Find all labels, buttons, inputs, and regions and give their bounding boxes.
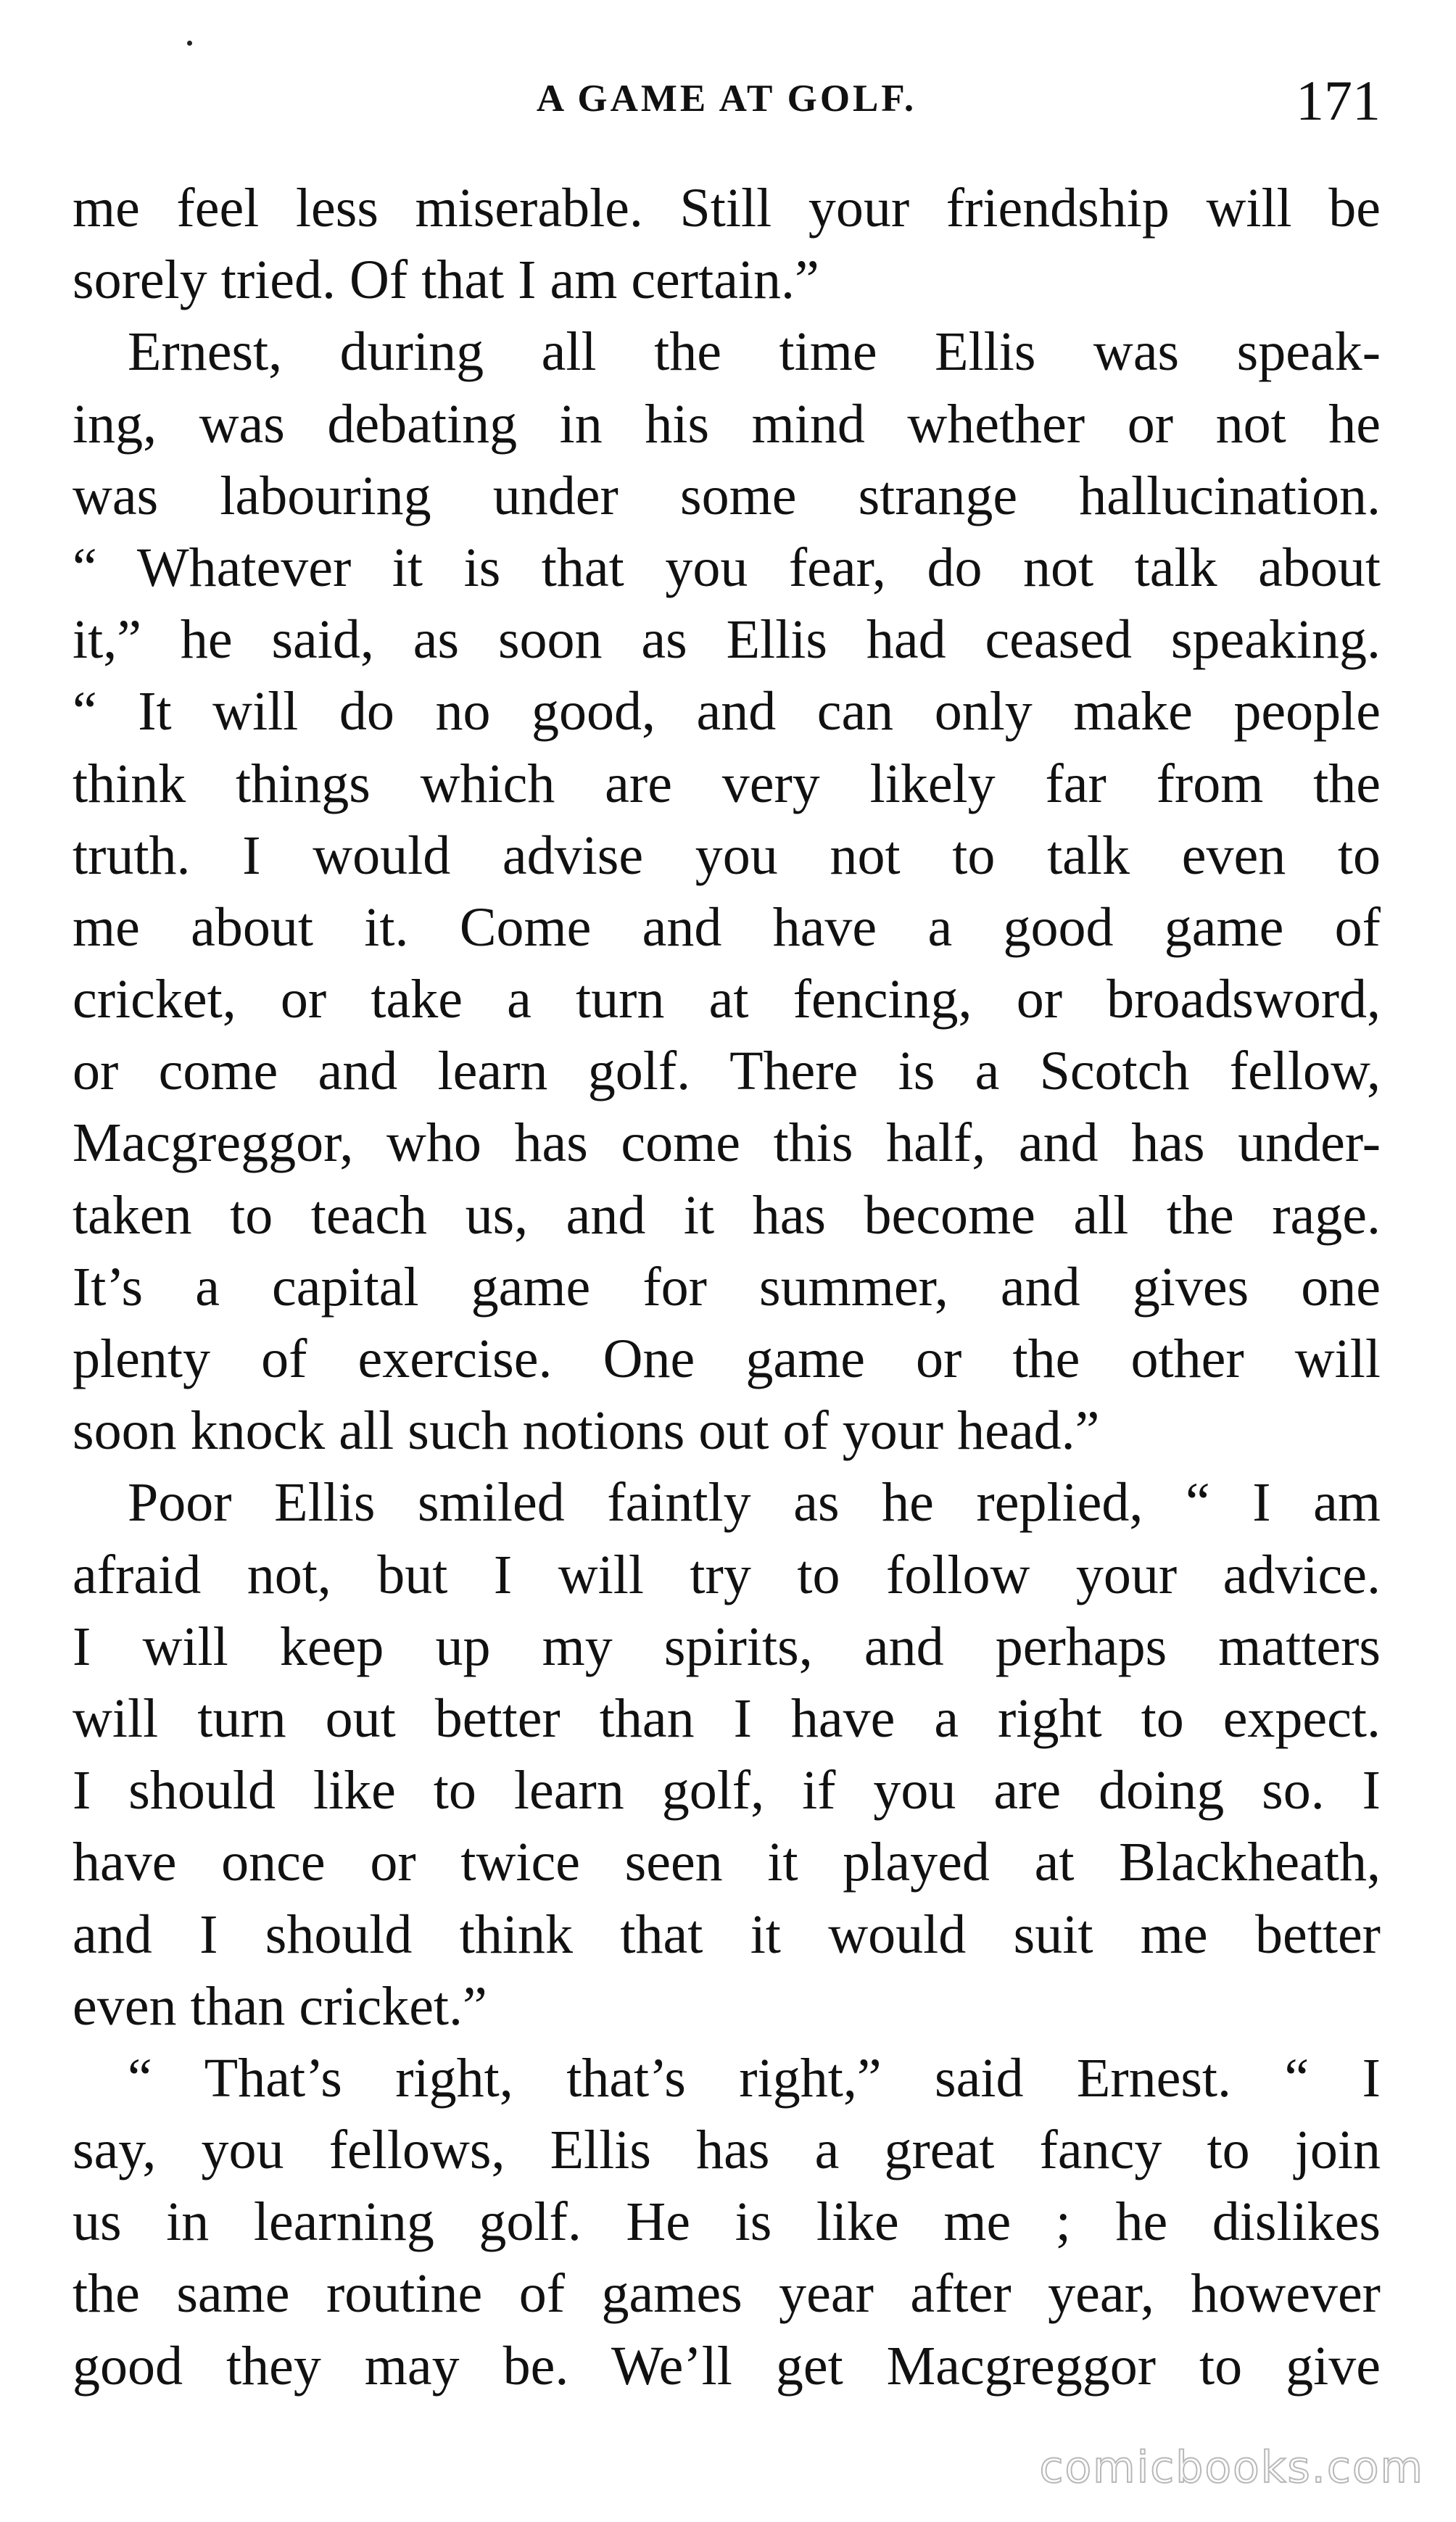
text-line: I should like to learn golf, if you are doing so. I bbox=[73, 1760, 1381, 1822]
text-line: “ Whatever it is that you fear, do not talk about bbox=[73, 537, 1381, 598]
text-line: have once or twice seen it played at Blackheath, bbox=[73, 1832, 1381, 1893]
text-line: truth. I would advise you not to talk even to bbox=[73, 824, 1381, 886]
text-line: me about it. Come and have a good game of bbox=[73, 896, 1381, 958]
watermark-logo: comicbooks.com bbox=[1039, 2442, 1424, 2493]
text-line: afraid not, but I will try to follow your advice. bbox=[73, 1544, 1381, 1605]
text-line: us in learning golf. He is like me ; he dislikes bbox=[73, 2191, 1381, 2253]
text-line: “ That’s right, that’s right,” said Ernest. “ I bbox=[128, 2047, 1381, 2109]
page-header bbox=[73, 69, 1381, 160]
text-line: plenty of exercise. One game or the other will bbox=[73, 1328, 1381, 1389]
text-line: sorely tried. Of that I am certain.” bbox=[73, 249, 819, 311]
text-line: good they may be. We’ll get Macgreggor to give bbox=[73, 2335, 1381, 2397]
text-line: ing, was debating in his mind whether or not he bbox=[73, 393, 1381, 455]
running-head: A GAME AT GOLF. bbox=[536, 78, 917, 120]
text-line: even than cricket.” bbox=[73, 1975, 487, 2037]
text-line: cricket, or take a turn at fencing, or broadsword, bbox=[73, 969, 1381, 1030]
text-line: say, you fellows, Ellis has a great fancy to join bbox=[73, 2120, 1381, 2181]
text-line: was labouring under some strange hallucination. bbox=[73, 465, 1381, 526]
page-number: 171 bbox=[1296, 69, 1381, 132]
text-line: me feel less miserable. Still your friendship will be bbox=[73, 178, 1381, 239]
text-line: It’s a capital game for summer, and gives one bbox=[73, 1256, 1381, 1318]
text-line: “ It will do no good, and can only make people bbox=[73, 681, 1381, 743]
text-line: and I should think that it would suit me better bbox=[73, 1903, 1381, 1965]
text-line: the same routine of games year after year, however bbox=[73, 2263, 1381, 2325]
text-line: think things which are very likely far from the bbox=[73, 753, 1381, 814]
ink-speck bbox=[187, 41, 192, 46]
text-line: taken to teach us, and it has become all the rage. bbox=[73, 1184, 1381, 1246]
text-line: it,” he said, as soon as Ellis had ceased speaking. bbox=[73, 609, 1381, 671]
body-text bbox=[73, 173, 1381, 2402]
text-line: Poor Ellis smiled faintly as he replied, “ I am bbox=[128, 1472, 1381, 1534]
text-line: or come and learn golf. There is a Scotch fellow, bbox=[73, 1041, 1381, 1102]
text-line: Macgreggor, who has come this half, and has under- bbox=[73, 1112, 1381, 1174]
text-line: soon knock all such notions out of your head.” bbox=[73, 1400, 1100, 1462]
text-line: will turn out better than I have a right to expect. bbox=[73, 1687, 1381, 1749]
text-line: I will keep up my spirits, and perhaps matters bbox=[73, 1616, 1381, 1677]
text-line: Ernest, during all the time Ellis was speak- bbox=[128, 321, 1381, 383]
